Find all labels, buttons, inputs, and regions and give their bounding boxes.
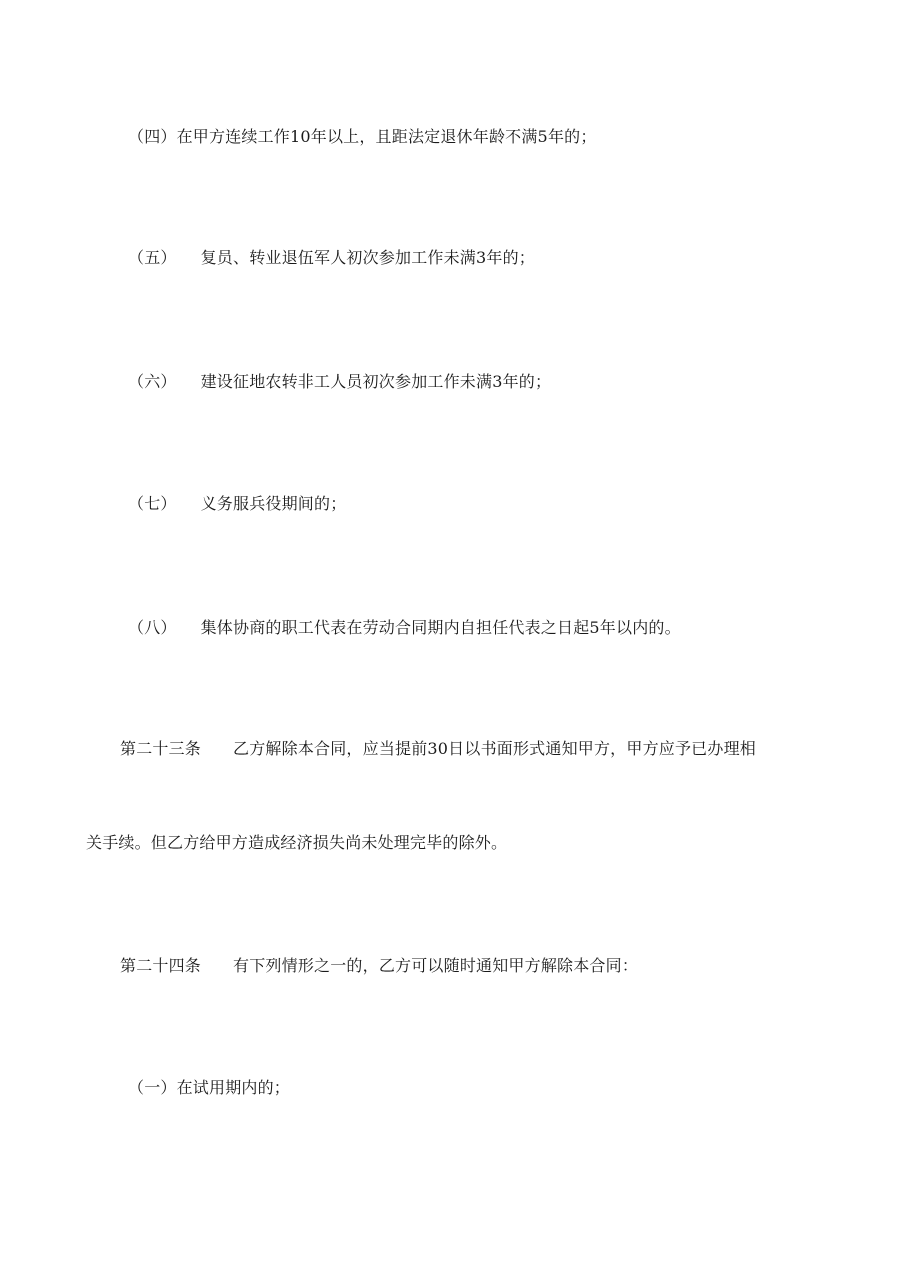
- clause-text: 集体协商的职工代表在劳动合同期内自担任代表之日起5年以内的。: [200, 618, 681, 637]
- clause-text: 建设征地农转非工人员初次参加工作未满3年的；: [200, 372, 552, 391]
- clause-number: （八）: [128, 618, 177, 637]
- clause-number: （七）: [128, 494, 177, 513]
- article-24: [120, 955, 638, 977]
- clause-number: （六）: [128, 372, 177, 391]
- clause-text: （四）在甲方连续工作10年以上，且距法定退休年龄不满5年的；: [128, 127, 597, 146]
- clause-text: 复员、转业退伍军人初次参加工作未满3年的；: [200, 248, 535, 267]
- article-23-line-1: [120, 738, 756, 760]
- clause-item-7: [128, 493, 346, 515]
- article-number: 第二十三条: [120, 739, 202, 758]
- clause-item-5: [128, 247, 535, 269]
- clause-number: （五）: [128, 248, 177, 267]
- article-text: 关手续。但乙方给甲方造成经济损失尚未处理完毕的除外。: [86, 833, 508, 852]
- clause-item-6: [128, 371, 551, 393]
- article-text: 乙方解除本合同，应当提前30日以书面形式通知甲方，甲方应予已办理相: [233, 739, 756, 758]
- clause-text: 义务服兵役期间的；: [200, 494, 347, 513]
- article-23-line-2: [86, 832, 507, 854]
- clause-text: （一）在试用期内的；: [128, 1078, 291, 1097]
- clause-item-8: [128, 617, 681, 639]
- article-24-item-1: [128, 1077, 290, 1099]
- article-number: 第二十四条: [120, 956, 202, 975]
- article-text: 有下列情形之一的，乙方可以随时通知甲方解除本合同：: [233, 956, 639, 975]
- clause-item-4: [128, 126, 597, 148]
